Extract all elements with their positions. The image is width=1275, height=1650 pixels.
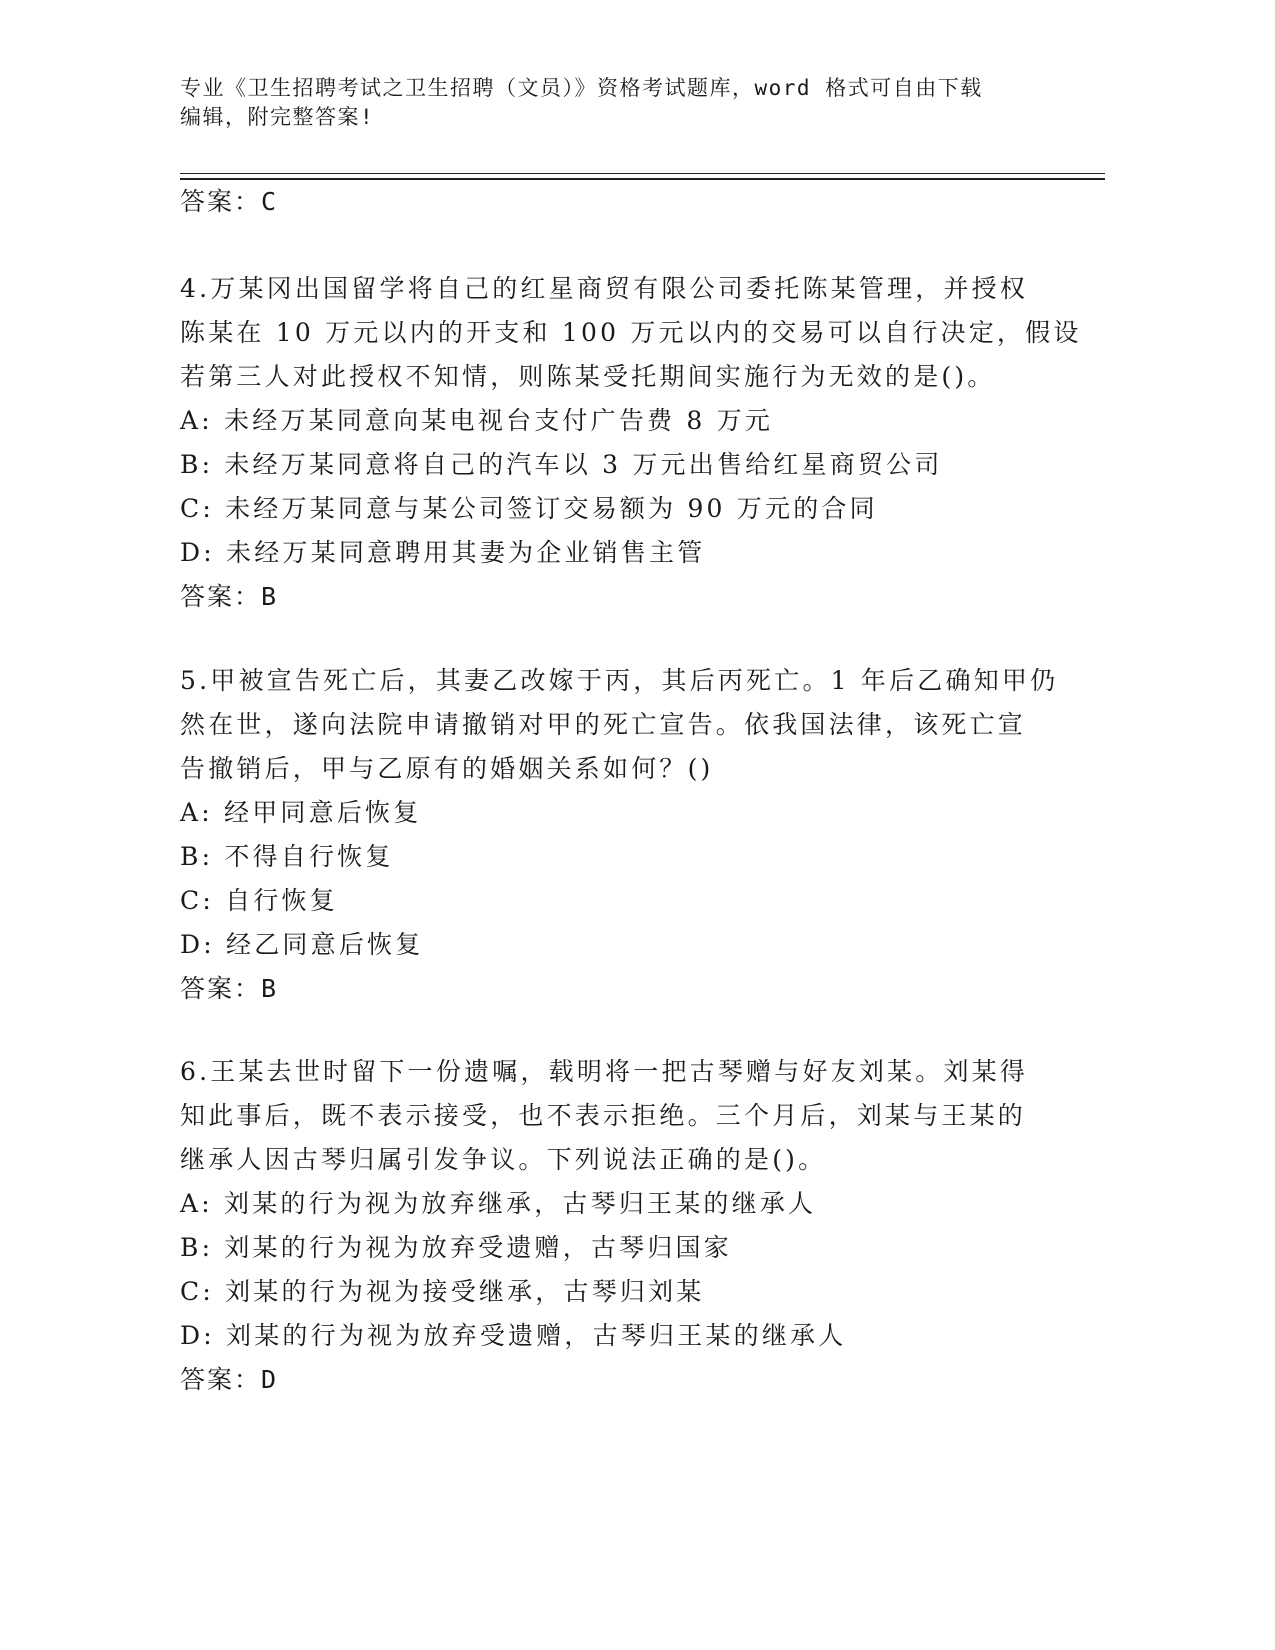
question-5-answer: 答案：B <box>180 974 279 1003</box>
question-4-stem-line: 4.万某冈出国留学将自己的红星商贸有限公司委托陈某管理，并授权 <box>180 274 1029 303</box>
previous-answer: 答案：C <box>180 187 279 216</box>
question-6-option-d: D: 刘某的行为视为放弃受遗赠，古琴归王某的继承人 <box>180 1321 847 1350</box>
question-6-stem-line: 6.王某去世时留下一份遗嘱，载明将一把古琴赠与好友刘某。刘某得 <box>180 1057 1029 1086</box>
question-6-option-c: C: 刘某的行为视为接受继承，古琴归刘某 <box>180 1277 705 1306</box>
question-4-option-c: C: 未经万某同意与某公司签订交易额为 90 万元的合同 <box>180 494 878 523</box>
header-divider-thin <box>180 173 1105 174</box>
question-6-answer: 答案：D <box>180 1365 279 1394</box>
question-6-stem-line: 知此事后，既不表示接受，也不表示拒绝。三个月后，刘某与王某的 <box>180 1101 1027 1130</box>
question-4-option-b: B: 未经万某同意将自己的汽车以 3 万元出售给红星商贸公司 <box>180 450 943 479</box>
question-5-option-b: B: 不得自行恢复 <box>180 842 394 871</box>
question-5-stem-line: 告撤销后，甲与乙原有的婚姻关系如何？() <box>180 754 714 783</box>
question-4-answer: 答案：B <box>180 582 279 611</box>
question-5 <box>180 659 1080 1011</box>
question-4 <box>180 267 1080 619</box>
question-4-option-a: A: 未经万某同意向某电视台支付广告费 8 万元 <box>180 406 774 435</box>
question-5-stem-line: 然在世，遂向法院申请撤销对甲的死亡宣告。依我国法律，该死亡宣 <box>180 710 1027 739</box>
question-4-stem-line: 若第三人对此授权不知情，则陈某受托期间实施行为无效的是()。 <box>180 362 996 391</box>
question-5-option-a: A: 经甲同意后恢复 <box>180 798 422 827</box>
question-5-option-d: D: 经乙同意后恢复 <box>180 930 424 959</box>
header-line-1: 专业《卫生招聘考试之卫生招聘（文员）》资格考试题库，word 格式可自由下载 <box>180 76 983 100</box>
question-5-stem-line: 5.甲被宣告死亡后，其妻乙改嫁于丙，其后丙死亡。1 年后乙确知甲仍 <box>180 666 1059 695</box>
question-5-option-c: C: 自行恢复 <box>180 886 338 915</box>
question-6-option-b: B: 刘某的行为视为放弃受遗赠，古琴归国家 <box>180 1233 732 1262</box>
document-header <box>180 74 1080 132</box>
question-6-stem-line: 继承人因古琴归属引发争议。下列说法正确的是()。 <box>180 1145 827 1174</box>
header-line-2: 编辑，附完整答案! <box>180 105 375 129</box>
question-4-stem-line: 陈某在 10 万元以内的开支和 100 万元以内的交易可以自行决定，假设 <box>180 318 1082 347</box>
question-6 <box>180 1050 1080 1402</box>
question-4-option-d: D: 未经万某同意聘用其妻为企业销售主管 <box>180 538 706 567</box>
previous-answer-block <box>180 180 1080 224</box>
question-6-option-a: A: 刘某的行为视为放弃继承，古琴归王某的继承人 <box>180 1189 817 1218</box>
